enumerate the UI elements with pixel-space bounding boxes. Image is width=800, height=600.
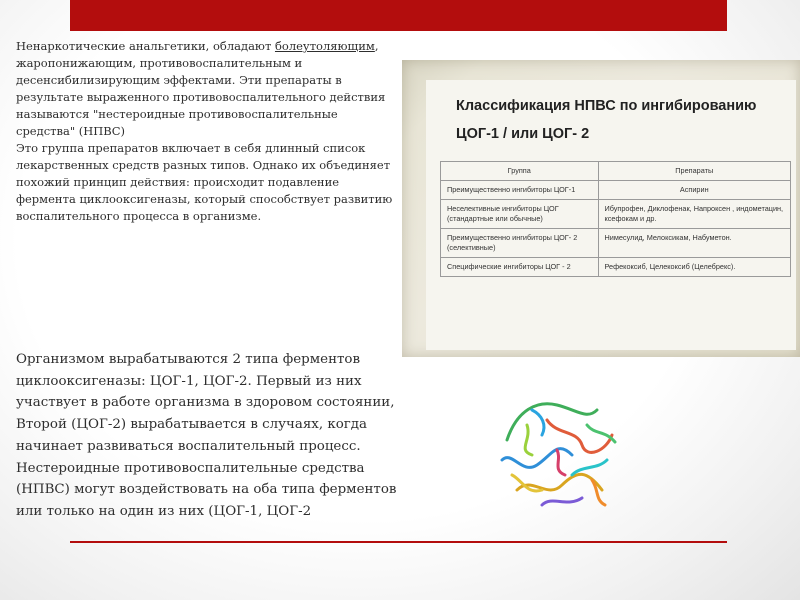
- drugs-cell: Ибупрофен, Диклофенак, Напроксен , индометацин, ксефокам и др.: [598, 200, 791, 229]
- paragraph-part: Ненаркотические анальгетики, обладают: [16, 39, 275, 53]
- header-drugs: Препараты: [598, 162, 791, 181]
- top-accent-bar: [70, 0, 727, 31]
- classification-table: [440, 161, 791, 277]
- drugs-cell: Аспирин: [598, 181, 791, 200]
- table-row: [441, 181, 791, 200]
- drugs-cell: Нимесулид, Мелоксикам, Набуметон.: [598, 229, 791, 258]
- classification-table-image: [402, 60, 800, 357]
- paragraph-part: , жаропонижающим, противовоспалительным и десенсибилизирующим эффектами. Эти препараты в результате выраженного противовоспалительного действия называются "нестероидные противовоспалительные средства" (НПВС): [16, 39, 386, 138]
- table-row: [441, 229, 791, 258]
- enzyme-text-block: Организмом вырабатываются 2 типа ферментов циклооксигеназы: ЦОГ-1, ЦОГ-2. Первый из них участвует в работе организма в здоровом состоянии, Второй (ЦОГ-2) вырабатывается в случаях, когда начинает развиваться воспалительный процесс. Нестероидные противовоспалительные средства (НПВС) могут воздействовать на оба типа ферментов или только на один из них (ЦОГ-1, ЦОГ-2: [16, 352, 397, 519]
- table-row: [441, 200, 791, 229]
- bottom-accent-line: [70, 541, 727, 543]
- header-group: Группа: [441, 162, 599, 181]
- drugs-cell: Рефекоксиб, Целекоксиб (Целебрекс).: [598, 258, 791, 277]
- group-cell: Преимущественно ингибиторы ЦОГ-1: [441, 181, 599, 200]
- group-cell: Специфические ингибиторы ЦОГ - 2: [441, 258, 599, 277]
- group-cell: Неселективные ингибиторы ЦОГ (стандартные или обычные): [441, 200, 599, 229]
- group-cell: Преимущественно ингибиторы ЦОГ- 2 (селективные): [441, 229, 599, 258]
- table-header-row: [441, 162, 791, 181]
- paragraph-nsaid-definition: [16, 38, 400, 140]
- underlined-word: болеутоляющим: [274, 39, 375, 53]
- classification-title: Классификация НПВС по ингибированию ЦОГ-1 / или ЦОГ- 2: [456, 98, 757, 142]
- intro-text-block: [16, 38, 400, 225]
- table-row: [441, 258, 791, 277]
- protein-structure-image: [487, 380, 630, 523]
- paragraph-mechanism: Это группа препаратов включает в себя длинный список лекарственных средств разных типов. Однако их объединяет похожий принцип действия: происходит подавление фермента циклооксигеназы, который способствует развитию воспалительного процесса в организме.: [16, 141, 393, 223]
